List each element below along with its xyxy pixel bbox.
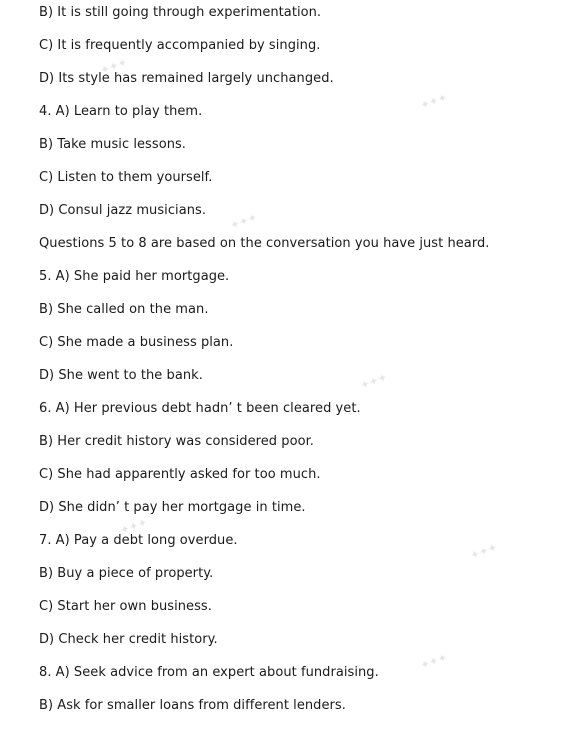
option-line: C) It is frequently accompanied by singing. <box>39 38 321 53</box>
question-line: 6. A) Her previous debt hadn’ t been cleared yet. <box>39 401 361 416</box>
question-line: 4. A) Learn to play them. <box>39 104 203 119</box>
watermark-mark: ✦✦✦ <box>98 55 130 78</box>
option-line: B) Her credit history was considered poor. <box>39 434 314 449</box>
watermark-mark: ✦✦✦ <box>118 515 150 538</box>
option-line: B) She called on the man. <box>39 302 209 317</box>
option-line: D) Consul jazz musicians. <box>39 203 207 218</box>
question-line: 8. A) Seek advice from an expert about fundraising. <box>39 665 379 680</box>
option-line: C) Listen to them yourself. <box>39 170 213 185</box>
option-line: B) Ask for smaller loans from different lenders. <box>39 698 346 713</box>
watermark-mark: ✦✦✦ <box>358 370 390 393</box>
watermark-mark: ✦✦✦ <box>418 650 450 673</box>
question-list <box>39 5 569 731</box>
option-line: C) Start her own business. <box>39 599 212 614</box>
option-line: D) Its style has remained largely unchanged. <box>39 71 334 86</box>
option-line: D) She didn’ t pay her mortgage in time. <box>39 500 306 515</box>
option-line: D) Check her credit history. <box>39 632 218 647</box>
section-instruction: Questions 5 to 8 are based on the conversation you have just heard. <box>39 236 490 251</box>
option-line: D) She went to the bank. <box>39 368 203 383</box>
option-line: C) She had apparently asked for too much. <box>39 467 321 482</box>
watermark-mark: ✦✦✦ <box>228 210 260 233</box>
question-line: 5. A) She paid her mortgage. <box>39 269 230 284</box>
watermark-mark: ✦✦✦ <box>468 540 500 563</box>
option-line: B) It is still going through experimentation. <box>39 5 322 20</box>
question-line: 7. A) Pay a debt long overdue. <box>39 533 238 548</box>
option-line: C) She made a business plan. <box>39 335 234 350</box>
option-line: B) Take music lessons. <box>39 137 186 152</box>
option-line: B) Buy a piece of property. <box>39 566 214 581</box>
watermark-mark: ✦✦✦ <box>418 90 450 113</box>
